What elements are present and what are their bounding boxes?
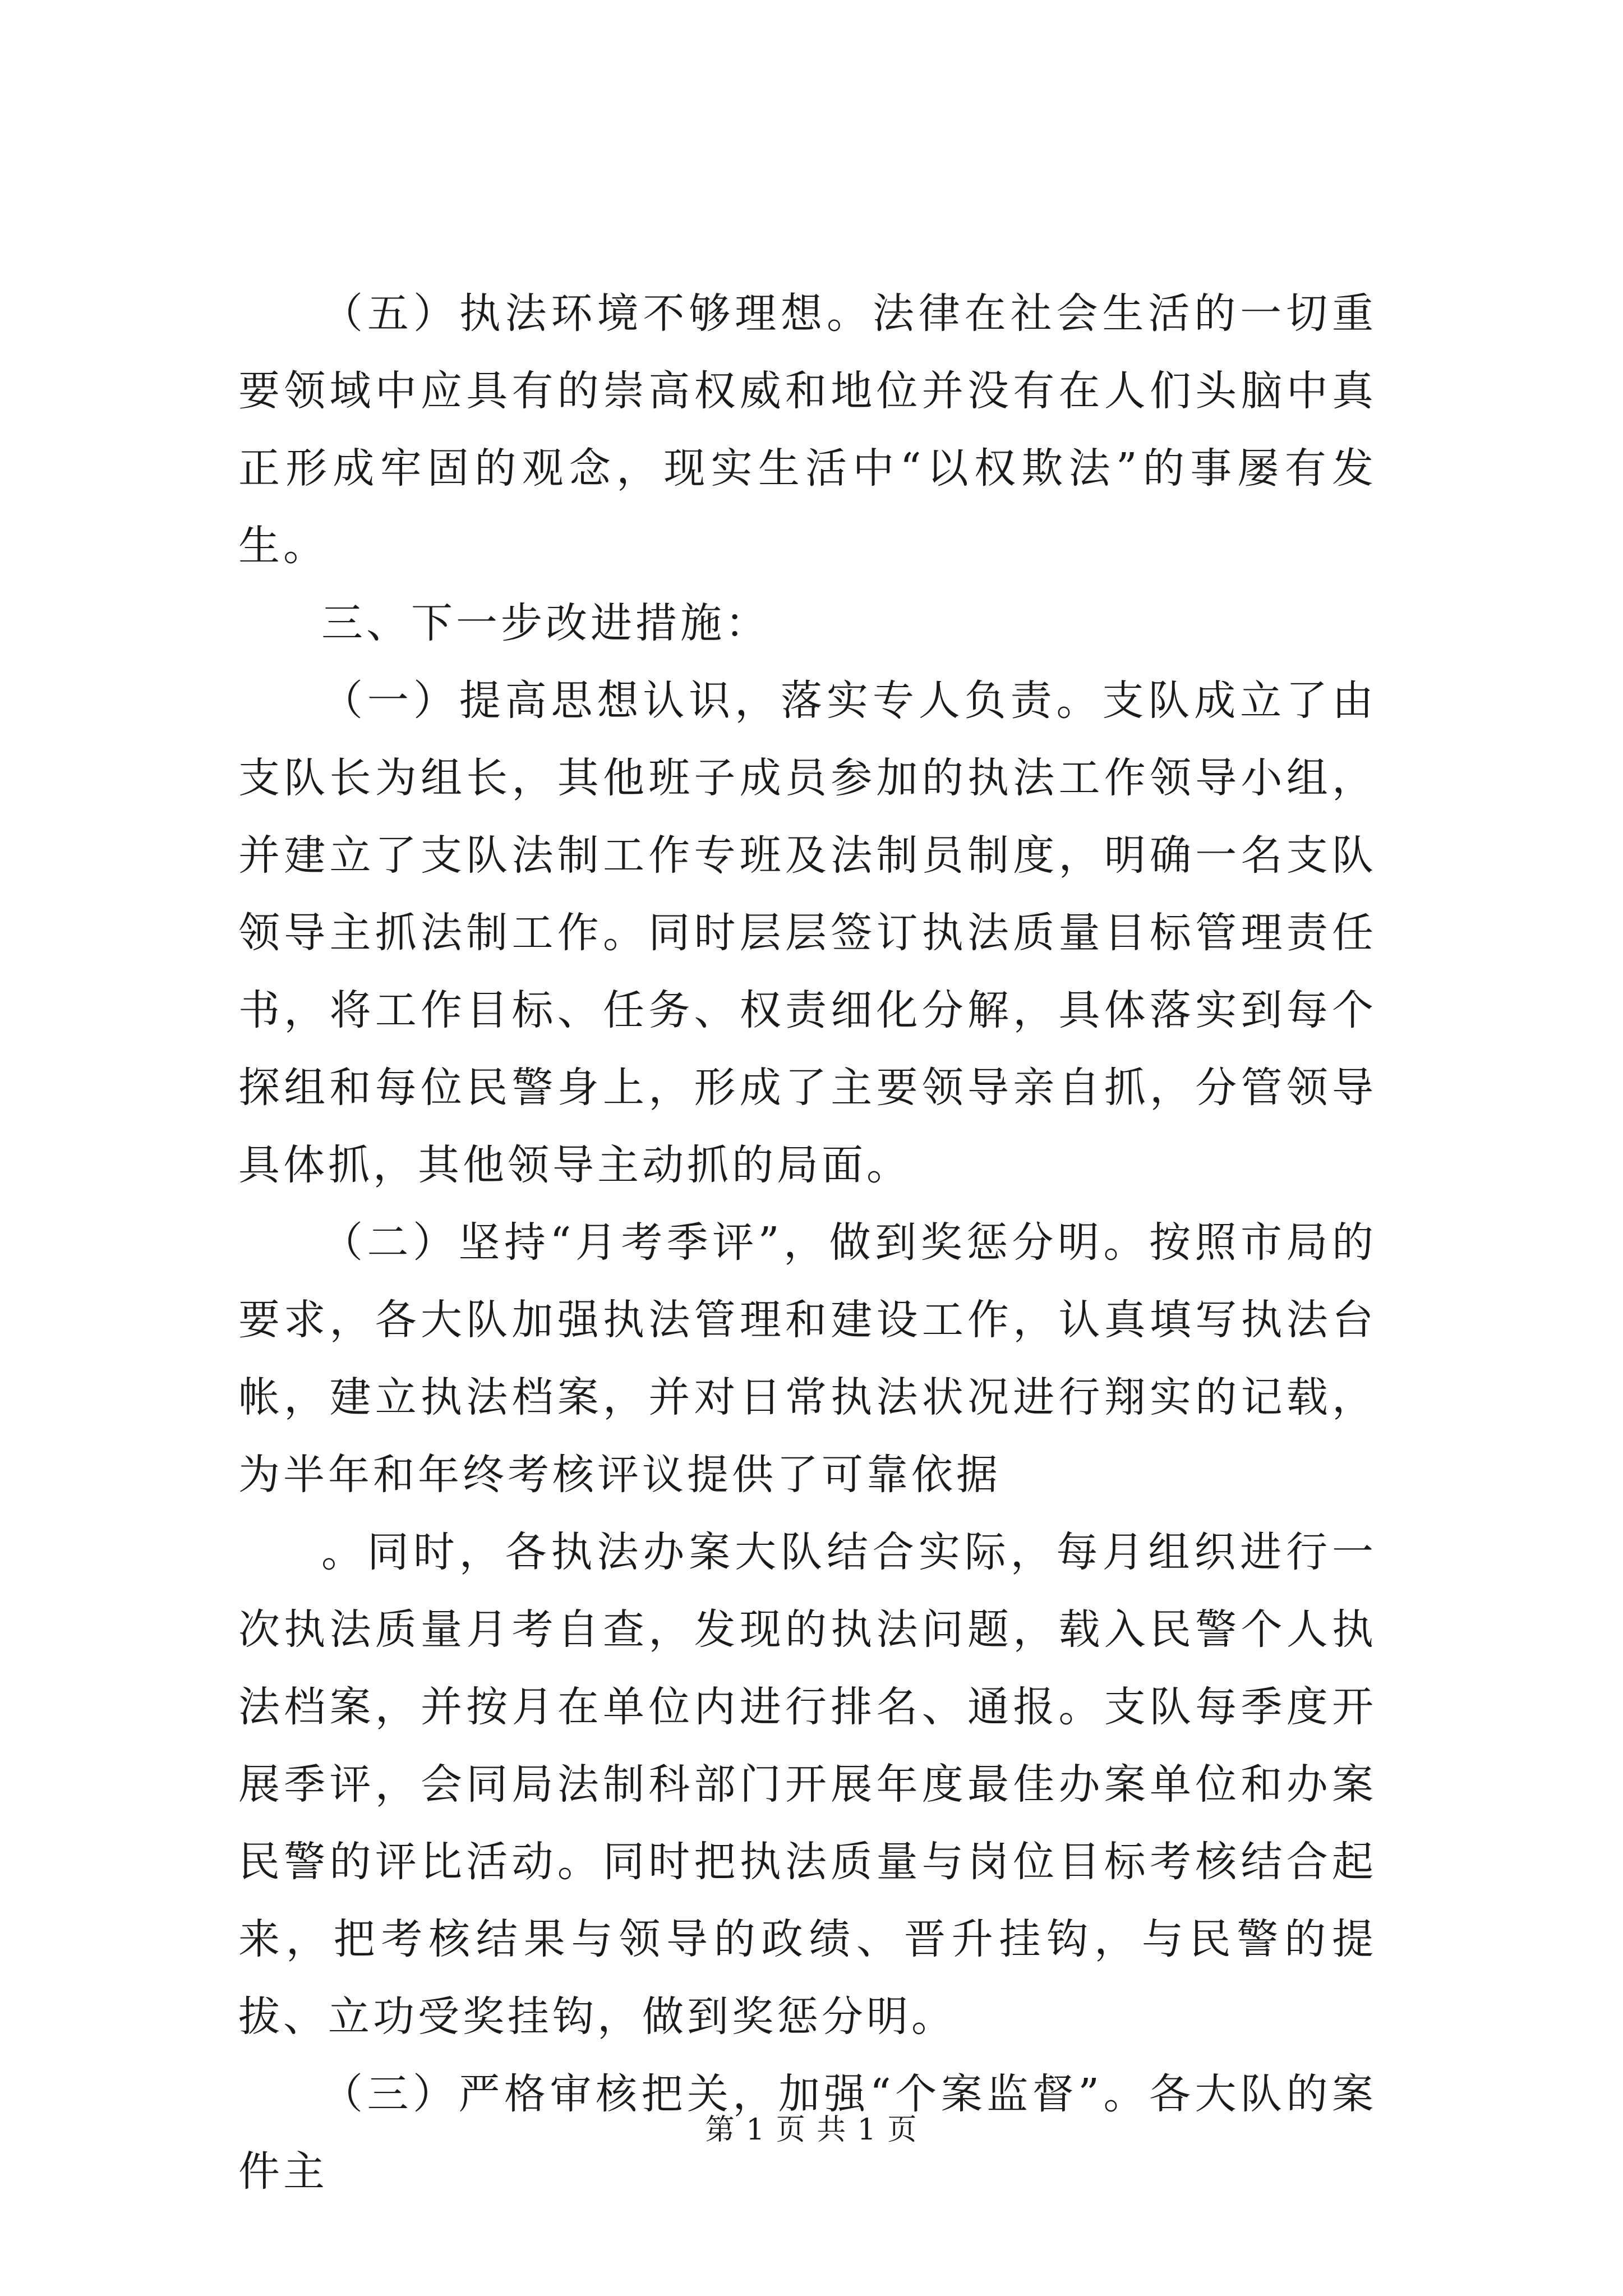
paragraph-two-monthly-quarterly-review: （二）坚持“月考季评”，做到奖惩分明。按照市局的要求，各大队加强执法管理和建设工作，认真填写执法台帐，建立执法档案，并对日常执法状况进行翔实的记载，为半年和年终考核评议提供了可靠依据 <box>238 1218 1377 1499</box>
paragraph-one-raise-awareness: （一）提高思想认识，落实专人负责。支队成立了由支队长为组长，其他班子成员参加的执法工作领导小组，并建立了支队法制工作专班及法制员制度，明确一名支队领导主抓法制工作。同时层层签订执法质量目标管理责任书，将工作目标、任务、权责细化分解，具体落实到每个探组和每位民警身上，形成了主要领导亲自抓，分管领导具体抓，其他领导主动抓的局面。 <box>238 677 1377 1189</box>
paragraph-three-strict-review: （三）严格审核把关，加强“个案监督”。各大队的案件主 <box>238 2070 1377 2196</box>
section-heading-improvement-measures: 三、下一步改进措施： <box>321 599 770 647</box>
document-body <box>238 275 1377 2210</box>
paragraph-five-enforcement-environment: （五）执法环境不够理想。法律在社会生活的一切重要领域中应具有的崇高权威和地位并没有在人们头脑中真正形成牢固的观念，现实生活中“以权欺法”的事屡有发生。 <box>238 289 1377 570</box>
paragraph-two-continued: 。同时，各执法办案大队结合实际，每月组织进行一次执法质量月考自查，发现的执法问题，载入民警个人执法档案，并按月在单位内进行排名、通报。支队每季度开展季评，会同局法制科部门开展年度最佳办案单位和办案民警的评比活动。同时把执法质量与岗位目标考核结合起来，把考核结果与领导的政绩、晋升挂钩，与民警的提拔、立功受奖挂钩，做到奖惩分明。 <box>238 1528 1377 2041</box>
page-footer: 第 1 页 共 1 页 <box>705 2113 918 2147</box>
